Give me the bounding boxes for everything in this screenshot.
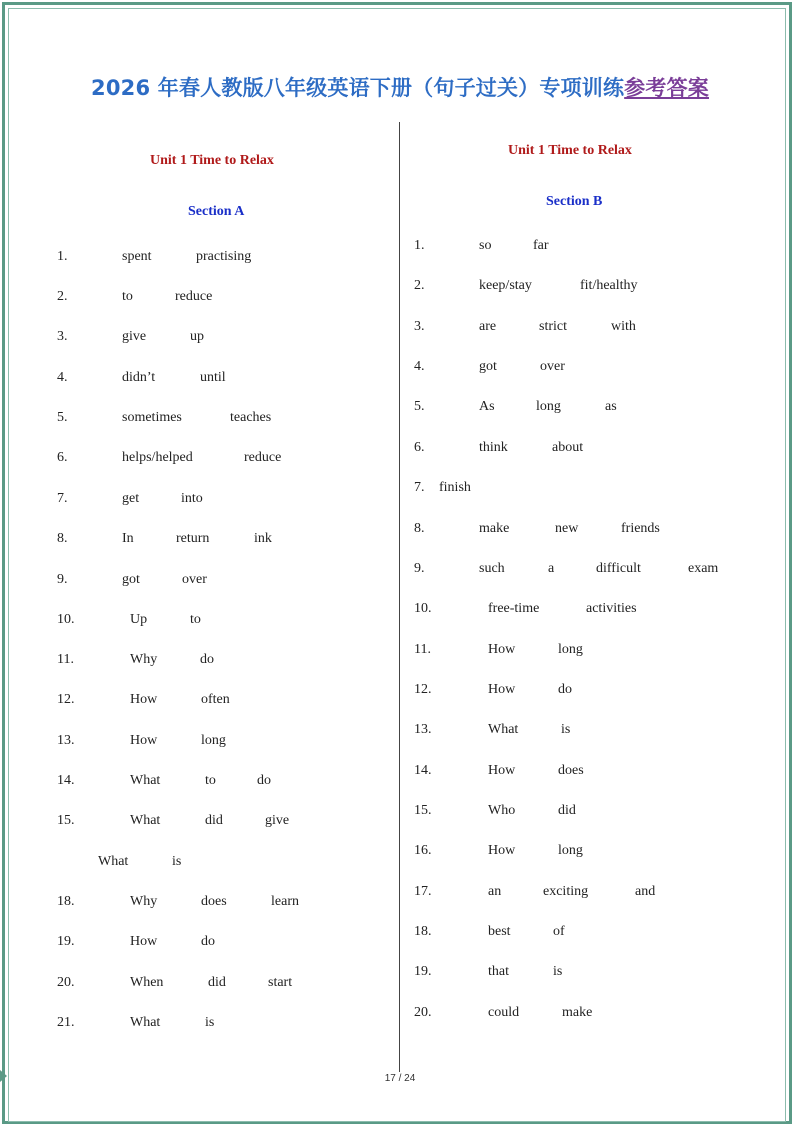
answer-row — [0, 924, 800, 944]
answer-word: How — [488, 763, 516, 778]
answer-word: to — [205, 773, 216, 788]
answer-word: reduce — [244, 450, 282, 465]
answer-word: make — [479, 521, 510, 536]
answer-row — [0, 763, 800, 783]
answer-word: with — [611, 319, 636, 334]
answer-word: that — [488, 964, 509, 979]
answer-word: give — [122, 329, 147, 344]
answer-word: helps/helped — [122, 450, 193, 465]
answer-word: often — [201, 692, 230, 707]
answer-word: do — [257, 773, 271, 788]
answer-row — [0, 1005, 800, 1025]
answer-word: When — [130, 975, 164, 990]
answer-word: How — [488, 642, 516, 657]
answer-word: is — [553, 964, 563, 979]
answer-number: 3. — [57, 329, 68, 344]
answer-word: In — [122, 531, 134, 546]
answer-word: do — [200, 652, 214, 667]
answer-row — [0, 319, 800, 339]
answer-word: think — [479, 440, 508, 455]
answer-word: until — [200, 370, 226, 385]
answer-word: How — [488, 843, 516, 858]
answer-word: do — [201, 934, 215, 949]
answer-word: got — [479, 359, 497, 374]
answer-word: What — [130, 1015, 161, 1030]
answer-word: over — [182, 572, 207, 587]
answer-number: 12. — [414, 682, 432, 697]
answer-word: such — [479, 561, 505, 576]
answer-word: What — [130, 813, 161, 828]
answer-row — [0, 238, 800, 258]
answer-number: 16. — [414, 843, 432, 858]
answer-number: 19. — [414, 964, 432, 979]
answer-number: 7. — [414, 480, 425, 495]
answer-number: 13. — [414, 722, 432, 737]
answer-word: What — [98, 854, 129, 869]
answer-row — [0, 359, 800, 379]
answer-number: 11. — [414, 642, 431, 657]
answer-word: free-time — [488, 601, 540, 616]
left-unit-heading: Unit 1 Time to Relax — [150, 153, 274, 168]
answer-word: practising — [196, 249, 252, 264]
answer-word: does — [201, 894, 227, 909]
answer-word: about — [552, 440, 584, 455]
answer-row — [0, 843, 800, 863]
answer-number: 4. — [414, 359, 425, 374]
answer-row — [0, 601, 800, 621]
answer-number: 1. — [414, 238, 425, 253]
answer-word: activities — [586, 601, 637, 616]
answer-number: 8. — [57, 531, 68, 546]
page-number: 17 / 24 — [384, 1073, 416, 1084]
answer-number: 20. — [414, 1005, 432, 1020]
answer-number: 10. — [57, 612, 75, 627]
answer-word: teaches — [230, 410, 272, 425]
answer-number: 21. — [57, 1015, 75, 1030]
answer-word: make — [562, 1005, 593, 1020]
answer-word: reduce — [175, 289, 213, 304]
answer-number: 8. — [414, 521, 425, 536]
title-main: 2026 年春人教版八年级英语下册（句子过关）专项训练 — [91, 76, 625, 100]
answer-number: 6. — [57, 450, 68, 465]
answer-number: 11. — [57, 652, 74, 667]
answer-number: 2. — [414, 278, 425, 293]
answer-number: 15. — [414, 803, 432, 818]
answer-word: so — [479, 238, 492, 253]
answer-word: finish — [439, 480, 471, 495]
answer-row — [0, 803, 800, 823]
answer-word: new — [555, 521, 579, 536]
title-answer: 参考答案 — [624, 76, 709, 100]
answer-word: strict — [539, 319, 567, 334]
answer-word: spent — [122, 249, 152, 264]
answer-number: 17. — [414, 884, 432, 899]
answer-word: difficult — [596, 561, 641, 576]
answer-row — [0, 440, 800, 460]
answer-word: keep/stay — [479, 278, 532, 293]
answer-row — [0, 521, 800, 541]
answer-row — [0, 964, 800, 984]
answer-word: are — [479, 319, 497, 334]
answer-word: does — [558, 763, 584, 778]
answer-word: As — [479, 399, 495, 414]
answer-word: far — [533, 238, 549, 253]
answer-word: Up — [130, 612, 148, 627]
answer-word: of — [553, 924, 565, 939]
answer-number: 1. — [57, 249, 68, 264]
answer-word: an — [488, 884, 502, 899]
answer-number: 15. — [57, 813, 75, 828]
answer-word: is — [205, 1015, 215, 1030]
answer-word: How — [130, 934, 158, 949]
answer-row — [0, 399, 800, 419]
answer-word: How — [130, 733, 158, 748]
answer-word: Why — [130, 894, 158, 909]
answer-number: 20. — [57, 975, 75, 990]
answer-word: exciting — [543, 884, 589, 899]
corner-marker — [0, 1070, 7, 1082]
answer-word: start — [268, 975, 293, 990]
answer-number: 5. — [57, 410, 68, 425]
answer-word: ink — [254, 531, 272, 546]
answer-word: sometimes — [122, 410, 182, 425]
answer-word: as — [605, 399, 617, 414]
answer-word: How — [488, 682, 516, 697]
answer-word: over — [540, 359, 565, 374]
answer-row — [0, 722, 800, 742]
answer-word: did — [208, 975, 226, 990]
answer-word: a — [548, 561, 555, 576]
answer-word: fit/healthy — [580, 278, 638, 293]
answer-word: to — [122, 289, 133, 304]
answer-row — [0, 480, 800, 500]
answer-word: What — [488, 722, 519, 737]
answer-number: 2. — [57, 289, 68, 304]
answer-word: What — [130, 773, 161, 788]
answer-word: get — [122, 491, 140, 506]
answer-row — [0, 884, 800, 904]
page-title — [0, 72, 800, 102]
answer-number: 12. — [57, 692, 75, 707]
answer-word: friends — [621, 521, 660, 536]
answer-number: 6. — [414, 440, 425, 455]
answer-number: 4. — [57, 370, 68, 385]
answer-number: 18. — [57, 894, 75, 909]
answer-number: 9. — [414, 561, 425, 576]
answer-number: 18. — [414, 924, 432, 939]
answer-word: exam — [688, 561, 719, 576]
answer-word: long — [201, 733, 226, 748]
answer-word: return — [176, 531, 210, 546]
answer-word: long — [536, 399, 561, 414]
answer-word: best — [488, 924, 511, 939]
answer-word: is — [561, 722, 571, 737]
answer-word: Why — [130, 652, 158, 667]
answer-number: 14. — [57, 773, 75, 788]
answer-number: 19. — [57, 934, 75, 949]
answer-number: 5. — [414, 399, 425, 414]
answer-row — [0, 561, 800, 581]
answer-row — [0, 682, 800, 702]
answer-word: could — [488, 1005, 520, 1020]
answer-number: 13. — [57, 733, 75, 748]
answer-word: is — [172, 854, 182, 869]
left-section-heading: Section A — [188, 204, 245, 219]
answer-row — [0, 278, 800, 298]
answer-word: do — [558, 682, 572, 697]
answer-number: 7. — [57, 491, 68, 506]
answer-number: 10. — [414, 601, 432, 616]
answer-row — [0, 642, 800, 662]
answer-number: 9. — [57, 572, 68, 587]
answer-word: learn — [271, 894, 299, 909]
right-unit-heading: Unit 1 Time to Relax — [508, 143, 632, 158]
answer-word: Who — [488, 803, 516, 818]
answer-word: to — [190, 612, 201, 627]
answer-word: didn’t — [122, 370, 156, 385]
answer-number: 14. — [414, 763, 432, 778]
answer-number: 3. — [414, 319, 425, 334]
answer-word: did — [558, 803, 576, 818]
answer-word: and — [635, 884, 656, 899]
answer-word: did — [205, 813, 223, 828]
answer-word: up — [190, 329, 204, 344]
answer-word: into — [181, 491, 203, 506]
answer-word: long — [558, 843, 583, 858]
right-section-heading: Section B — [546, 194, 603, 209]
answer-word: long — [558, 642, 583, 657]
answer-word: give — [265, 813, 290, 828]
answer-word: got — [122, 572, 140, 587]
answer-word: How — [130, 692, 158, 707]
